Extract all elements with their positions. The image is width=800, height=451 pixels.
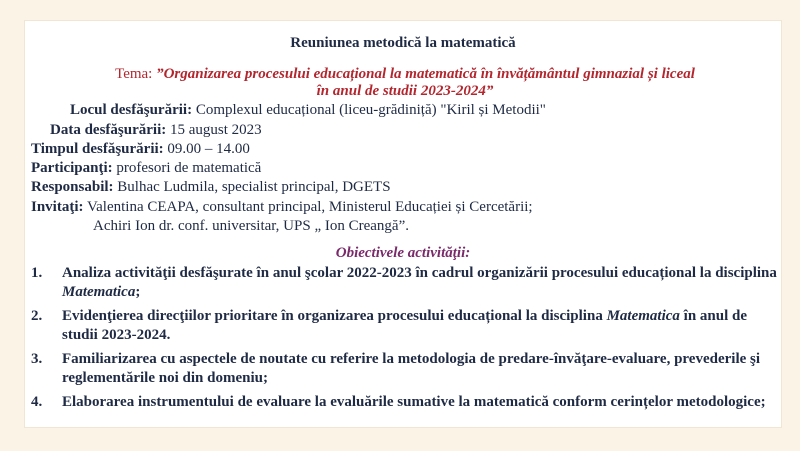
objective-text xyxy=(62,393,779,412)
theme-line-1: ”Organizarea procesului educațional la matematică în învățământul gimnazial și liceal xyxy=(156,66,695,82)
guests-row xyxy=(31,198,533,216)
time-label: Timpul desfăşurării: xyxy=(31,141,164,157)
guest-1: Valentina CEAPA, consultant principal, Ministerul Educației și Cercetării; xyxy=(83,199,533,215)
objective-text-emphasis: Matematica xyxy=(62,284,136,300)
guests-label: Invitaţi: xyxy=(31,199,84,215)
responsible-row xyxy=(31,178,391,196)
guest-2: Achiri Ion dr. conf. universitar, UPS „ Ion Creangă”. xyxy=(93,218,409,234)
time-value: 09.00 – 14.00 xyxy=(163,141,250,157)
objectives-list xyxy=(31,264,779,417)
theme-block xyxy=(85,66,725,100)
location-row xyxy=(70,101,546,119)
objective-text-end: în anul de studii 2023-2024. xyxy=(62,308,748,343)
objective-text-end: ; xyxy=(135,284,141,300)
objective-text xyxy=(62,264,779,302)
theme-line-2: în anul de studii 2023-2024” xyxy=(316,83,494,99)
objective-text-emphasis: Matematica xyxy=(606,308,680,324)
objective-text-main: Elaborarea instrumentului de evaluare la evaluările sumative la matematică conform cerințelor metodologice; xyxy=(62,394,766,410)
objective-item xyxy=(31,393,779,412)
objective-number: 1. xyxy=(31,265,43,281)
objective-text-main: Familiarizarea cu aspectele de noutate cu referire la metodologia de predare-învăţare-evaluare, prevederile şi reglementările noi din domeniu; xyxy=(62,351,761,386)
location-value: Complexul educațional (liceu-grădiniță) "Kiril și Metodii" xyxy=(192,102,546,118)
document-title: Reuniunea metodică la matematică xyxy=(290,35,516,51)
date-row xyxy=(50,121,262,139)
objectives-title: Obiectivele activităţii: xyxy=(335,245,471,261)
objective-number: 2. xyxy=(31,308,43,324)
participants-row xyxy=(31,159,261,177)
objective-text xyxy=(62,350,779,388)
objective-number: 4. xyxy=(31,394,43,410)
objective-item xyxy=(31,264,779,302)
date-value: 15 august 2023 xyxy=(166,122,262,138)
document-page xyxy=(24,20,782,428)
date-label: Data desfăşurării: xyxy=(50,122,167,138)
participants-value: profesori de matematică xyxy=(112,160,262,176)
objective-text-main: Analiza activităţii desfăşurate în anul şcolar 2022-2023 în cadrul organizării procesului educațional la disciplina xyxy=(62,265,777,281)
responsible-value: Bulhac Ludmila, specialist principal, DGETS xyxy=(113,179,391,195)
objective-text xyxy=(62,307,779,345)
time-row xyxy=(31,140,250,158)
objective-item xyxy=(31,307,779,345)
objective-text-main: Evidenţierea direcţiilor prioritare în organizarea procesului educațional la disciplina xyxy=(62,308,607,324)
objective-item xyxy=(31,350,779,388)
location-label: Locul desfăşurării: xyxy=(70,102,193,118)
theme-label: Tema: xyxy=(115,66,157,82)
participants-label: Participanţi: xyxy=(31,160,113,176)
responsible-label: Responsabil: xyxy=(31,179,114,195)
objective-number: 3. xyxy=(31,351,43,367)
